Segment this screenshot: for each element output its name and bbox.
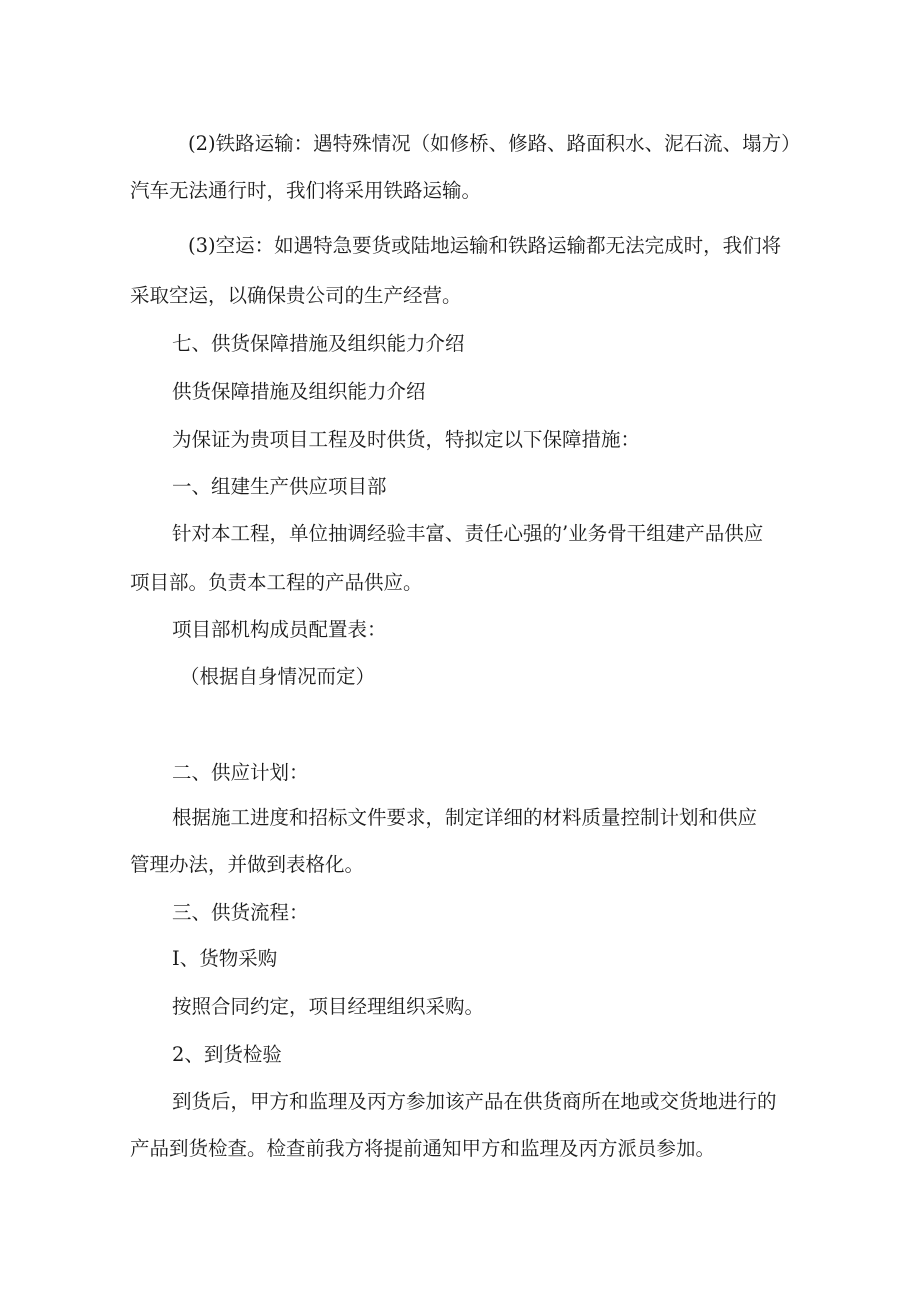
heading-item-2: 二、供应计划： — [172, 761, 309, 784]
paragraph-project-dept-line1: 针对本工程，单位抽调经验丰富、责任心强的’业务骨干组建产品供应 — [172, 522, 764, 545]
paragraph-rail-transport-line1: (2)铁路运输：遇特殊情况（如修桥、修路、路面积水、泥石流、塌方） — [188, 132, 801, 155]
paragraph-supply-plan-line2: 管理办法，并做到表格化。 — [130, 853, 365, 876]
paragraph-inspection-line2: 产品到货检查。检查前我方将提前通知甲方和监理及丙方派员参加。 — [130, 1137, 716, 1160]
subheading-procurement: I、货物采购 — [172, 947, 278, 970]
paragraph-project-dept-line2: 项目部。负责本工程的产品供应。 — [130, 571, 423, 594]
paragraph-supply-plan-line1: 根据施工进度和招标文件要求，制定详细的材料质量控制计划和供应 — [172, 806, 758, 829]
paragraph-procurement: 按照合同约定，项目经理组织采购。 — [172, 995, 485, 1018]
heading-item-3: 三、供货流程： — [172, 901, 309, 924]
subheading-supply-guarantee: 供货保障措施及组织能力介绍 — [172, 380, 426, 403]
heading-item-1: 一、组建生产供应项目部 — [172, 475, 387, 498]
paragraph-air-transport-line2: 采取空运，以确保贵公司的生产经营。 — [130, 284, 462, 307]
paragraph-note: （根据自身情况而定） — [180, 665, 376, 688]
paragraph-air-transport-line1: (3)空运：如遇特急要货或陆地运输和铁路运输都无法完成时，我们将 — [188, 234, 782, 257]
paragraph-member-table: 项目部机构成员配置表： — [172, 618, 387, 641]
section-heading-7: 七、供货保障措施及组织能力介绍 — [172, 332, 465, 355]
subheading-inspection: 2、到货检验 — [172, 1043, 282, 1066]
paragraph-rail-transport-line2: 汽车无法通行时，我们将采用铁路运输。 — [130, 179, 482, 202]
paragraph-intro: 为保证为贵项目工程及时供货，特拟定以下保障措施： — [172, 428, 641, 451]
paragraph-inspection-line1: 到货后，甲方和监理及丙方参加该产品在供货商所在地或交货地进行的 — [172, 1090, 777, 1113]
